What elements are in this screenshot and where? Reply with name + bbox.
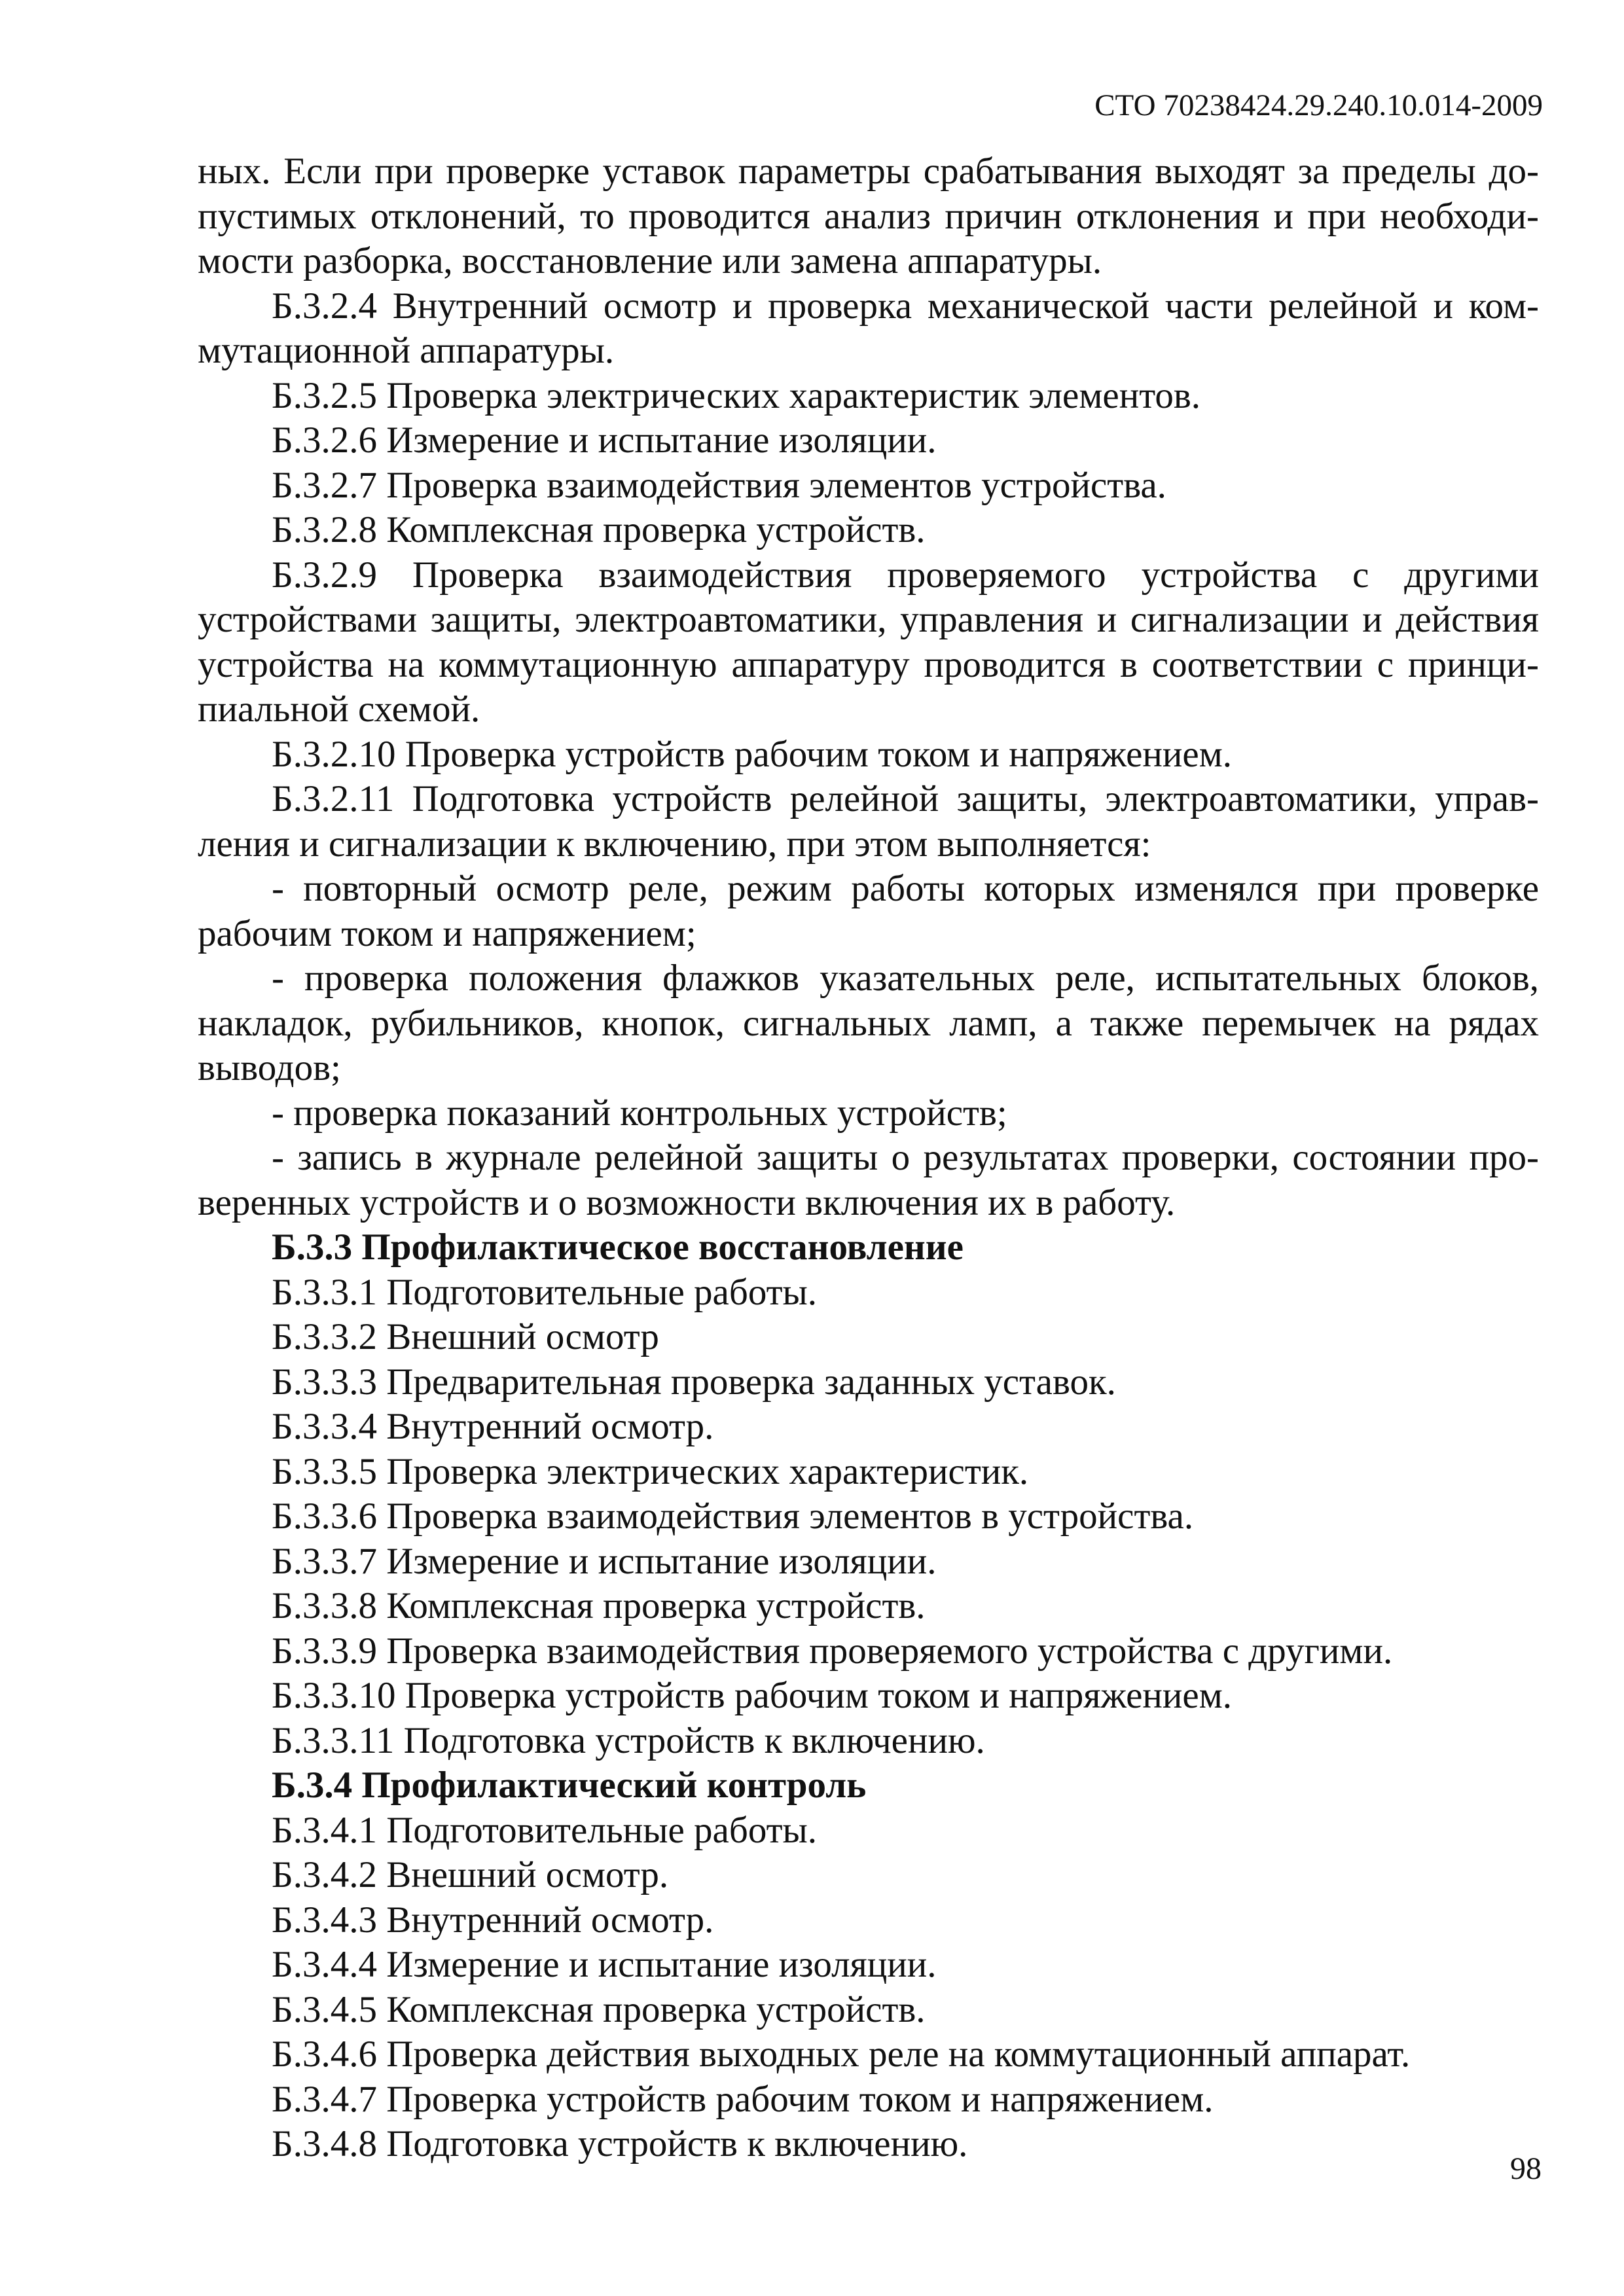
paragraph-b3-2-4: Б.3.2.4 Внутренний осмотр и проверка механической части релейной и коммутационной аппаратуры.	[198, 285, 1539, 371]
paragraph-b3-2-9: Б.3.2.9 Проверка взаимодействия проверяемого устройства с другими устройствами защиты, электроавтоматики, управления и сигнализации и действия устройства на коммутационную аппаратуру проводится в соответствии с принципиальной схемой.	[198, 554, 1539, 730]
paragraph-continuation: ных. Если при проверке уставок параметры срабатывания выходят за пределы допустимых отклонений, то проводится анализ причин отклонения и при необходимости разборка, восстановление или замена аппаратуры.	[198, 151, 1539, 281]
document-code: СТО 70238424.29.240.10.014-2009	[1094, 88, 1543, 122]
section-heading-b3-4: Б.3.4 Профилактический контроль	[272, 1765, 867, 1806]
list-item-b3-4-7: Б.3.4.7 Проверка устройств рабочим током и напряжением.	[272, 2078, 1214, 2120]
list-item-b3-4-8: Б.3.4.8 Подготовка устройств к включению.	[272, 2123, 968, 2164]
list-item-readings-check: - проверка показаний контрольных устройств;	[272, 1092, 1007, 1134]
section-heading-b3-3: Б.3.3 Профилактическое восстановление	[272, 1227, 964, 1268]
page-body	[198, 149, 1539, 2167]
list-item-b3-3-1: Б.3.3.1 Подготовительные работы.	[272, 1271, 818, 1313]
list-item-b3-3-6: Б.3.3.6 Проверка взаимодействия элементов в устройства.	[272, 1496, 1194, 1537]
list-item-b3-3-7: Б.3.3.7 Измерение и испытание изоляции.	[272, 1540, 937, 1582]
page-number: 98	[1510, 2151, 1542, 2186]
list-item-b3-4-1: Б.3.4.1 Подготовительные работы.	[272, 1809, 818, 1851]
list-item-b3-3-4: Б.3.3.4 Внутренний осмотр.	[272, 1406, 714, 1447]
list-item-b3-4-4: Б.3.4.4 Измерение и испытание изоляции.	[272, 1944, 937, 1985]
list-item-b3-4-2: Б.3.4.2 Внешний осмотр.	[272, 1854, 669, 1895]
list-item-b3-3-3: Б.3.3.3 Предварительная проверка заданных уставок.	[272, 1361, 1116, 1403]
list-item-b3-3-10: Б.3.3.10 Проверка устройств рабочим током и напряжением.	[272, 1675, 1233, 1716]
list-item-journal-record: - запись в журнале релейной защиты о результатах проверки, состоянии проверенных устройств и о возможности включения их в работу.	[198, 1137, 1539, 1223]
list-item-flag-check: - проверка положения флажков указательных реле, испытательных блоков, накладок, рубильников, кнопок, сигнальных ламп, а также перемычек на рядах выводов;	[198, 958, 1539, 1088]
paragraph-b3-2-10: Б.3.2.10 Проверка устройств рабочим током и напряжением.	[272, 733, 1233, 775]
paragraph-b3-2-7: Б.3.2.7 Проверка взаимодействия элементов устройства.	[272, 464, 1166, 506]
paragraph-b3-2-6: Б.3.2.6 Измерение и испытание изоляции.	[272, 420, 937, 461]
list-item-repeat-inspection: - повторный осмотр реле, режим работы которых изменялся при проверке рабочим током и напряжением;	[198, 868, 1539, 954]
paragraph-b3-2-5: Б.3.2.5 Проверка электрических характеристик элементов.	[272, 374, 1201, 416]
paragraph-b3-2-11: Б.3.2.11 Подготовка устройств релейной защиты, электроавтоматики, управления и сигнализации к включению, при этом выполняется:	[198, 778, 1539, 865]
paragraph-b3-2-8: Б.3.2.8 Комплексная проверка устройств.	[272, 509, 926, 550]
list-item-b3-3-8: Б.3.3.8 Комплексная проверка устройств.	[272, 1585, 926, 1626]
list-item-b3-3-11: Б.3.3.11 Подготовка устройств к включению.	[272, 1719, 985, 1761]
list-item-b3-4-5: Б.3.4.5 Комплексная проверка устройств.	[272, 1988, 926, 2030]
list-item-b3-3-5: Б.3.3.5 Проверка электрических характеристик.	[272, 1450, 1029, 1492]
list-item-b3-4-3: Б.3.4.3 Внутренний осмотр.	[272, 1899, 714, 1941]
list-item-b3-3-2: Б.3.3.2 Внешний осмотр	[272, 1316, 659, 1357]
list-item-b3-4-6: Б.3.4.6 Проверка действия выходных реле на коммутационный аппарат.	[272, 2034, 1411, 2075]
list-item-b3-3-9: Б.3.3.9 Проверка взаимодействия проверяемого устройства с другими.	[272, 1630, 1393, 1672]
